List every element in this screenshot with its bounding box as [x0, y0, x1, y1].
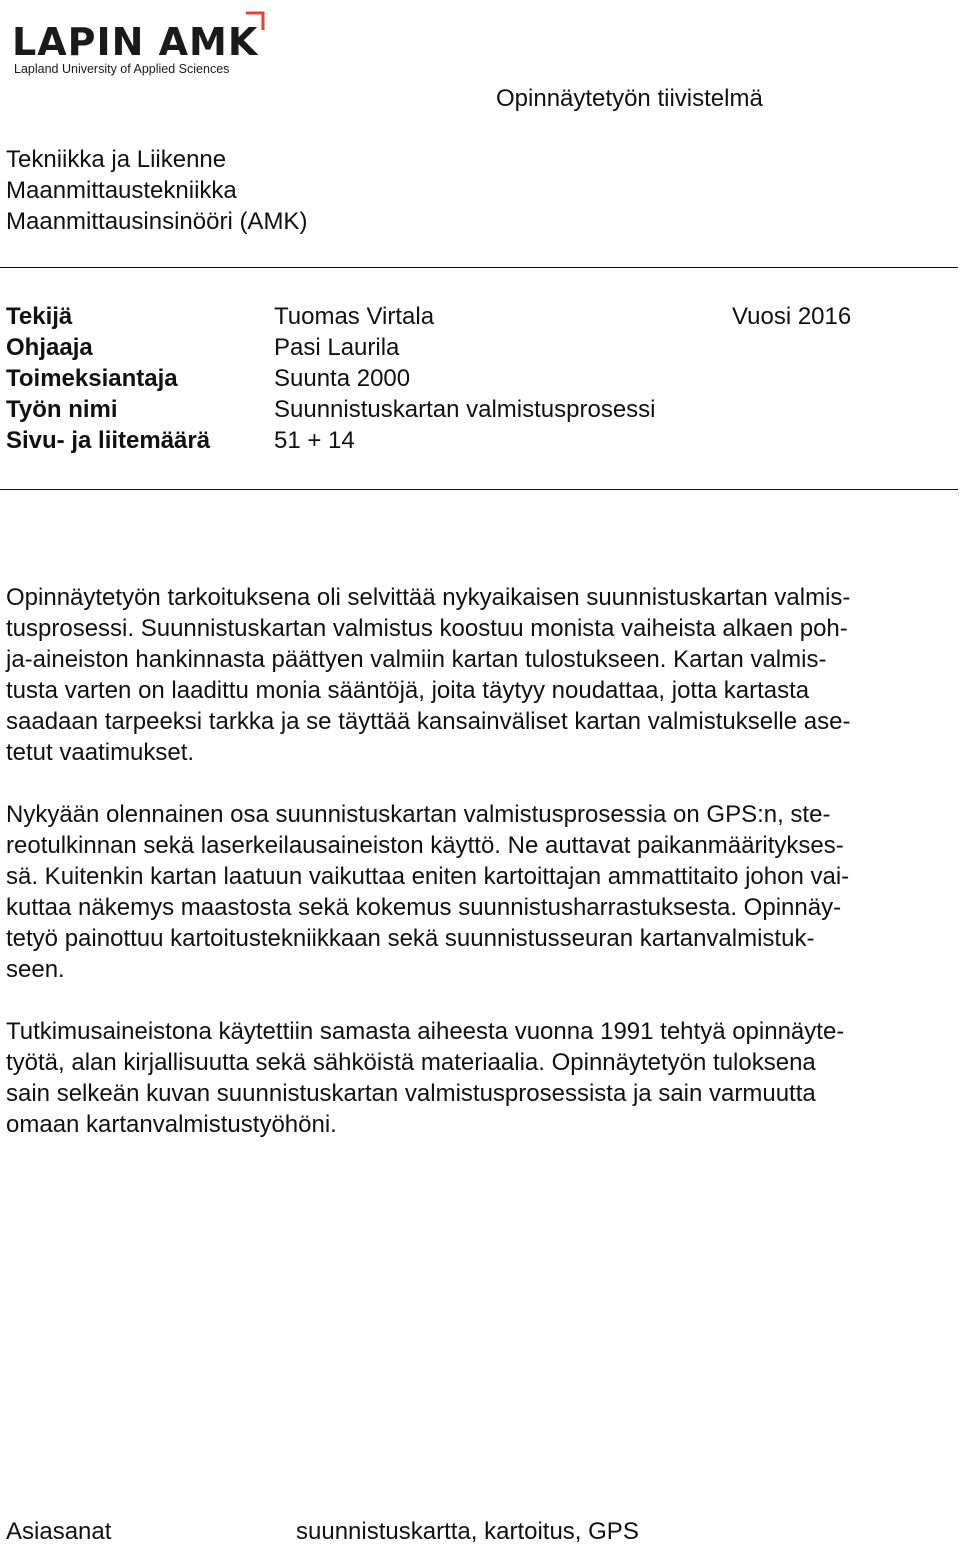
divider-bottom — [0, 489, 958, 490]
commissioner-value: Suunta 2000 — [274, 365, 411, 392]
text-line: seen. — [6, 956, 65, 983]
university-logo — [12, 10, 262, 76]
faculty-name: Tekniikka ja Liikenne — [6, 146, 227, 173]
thesis-title-label: Työn nimi — [6, 396, 118, 423]
logo-wordmark: LAPIN AMK — [12, 20, 259, 64]
abstract-paragraph-2 — [6, 799, 954, 985]
text-line: sain selkeän kuvan suunnistuskartan valmistusprosessista ja sain varmuutta — [6, 1080, 816, 1107]
abstract-paragraph-1 — [6, 582, 954, 768]
logo-subtitle: Lapland University of Applied Sciences — [14, 62, 230, 76]
page-count-value: 51 + 14 — [274, 427, 355, 454]
text-line: tetyö painottuu kartoitustekniikkaan sekä suunnistusseuran kartanvalmistuk- — [6, 925, 815, 952]
text-line: tusprosessi. Suunnistuskartan valmistus koostuu monista vaiheista alkaen poh- — [6, 615, 848, 642]
department-block — [6, 144, 307, 237]
thesis-title-value: Suunnistuskartan valmistusprosessi — [274, 396, 656, 423]
text-line: Tutkimusaineistona käytettiin samasta aiheesta vuonna 1991 tehtyä opinnäyte- — [6, 1018, 845, 1045]
text-line: saadaan tarpeeksi tarkka ja se täyttää kansainväliset kartan valmistukselle ase- — [6, 708, 851, 735]
text-line: kuttaa näkemys maastosta sekä kokemus suunnistusharrastuksesta. Opinnäy- — [6, 894, 842, 921]
commissioner-label: Toimeksiantaja — [6, 365, 178, 392]
text-line: tetut vaatimukset. — [6, 739, 195, 766]
keywords-label: Asiasanat — [6, 1518, 112, 1545]
supervisor-label: Ohjaaja — [6, 334, 93, 361]
keywords-value: suunnistuskartta, kartoitus, GPS — [296, 1518, 639, 1545]
page-count-label: Sivu- ja liitemäärä — [6, 427, 211, 454]
text-line: työtä, alan kirjallisuutta sekä sähköistä materiaalia. Opinnäytetyön tuloksena — [6, 1049, 816, 1076]
text-line: sä. Kuitenkin kartan laatuun vaikuttaa eniten kartoittajan ammattitaito johon vai- — [6, 863, 850, 890]
text-line: tusta varten on laadittu monia sääntöjä, joita täytyy noudattaa, jotta kartasta — [6, 677, 810, 704]
author-value: Tuomas Virtala — [274, 303, 435, 330]
text-line: reotulkinnan sekä laserkeilausaineiston käyttö. Ne auttavat paikanmääritykses- — [6, 832, 844, 859]
supervisor-value: Pasi Laurila — [274, 334, 400, 361]
divider-top — [0, 267, 958, 268]
degree-title: Maanmittausinsinööri (AMK) — [6, 208, 308, 235]
text-line: omaan kartanvalmistustyöhöni. — [6, 1111, 337, 1138]
author-label: Tekijä — [6, 303, 73, 330]
abstract-paragraph-3 — [6, 1016, 954, 1140]
year-value: Vuosi 2016 — [732, 303, 852, 330]
degree-programme: Maanmittaustekniikka — [6, 177, 237, 204]
logo-corner-mark-icon — [244, 10, 266, 32]
document-title: Opinnäytetyön tiivistelmä — [496, 85, 763, 112]
abstract-body — [6, 582, 954, 1171]
text-line: Nykyään olennainen osa suunnistuskartan valmistusprosessia on GPS:n, ste- — [6, 801, 831, 828]
text-line: Opinnäytetyön tarkoituksena oli selvittää nykyaikaisen suunnistuskartan valmis- — [6, 584, 851, 611]
text-line: ja-aineiston hankinnasta päättyen valmiin kartan tulostukseen. Kartan valmis- — [6, 646, 827, 673]
